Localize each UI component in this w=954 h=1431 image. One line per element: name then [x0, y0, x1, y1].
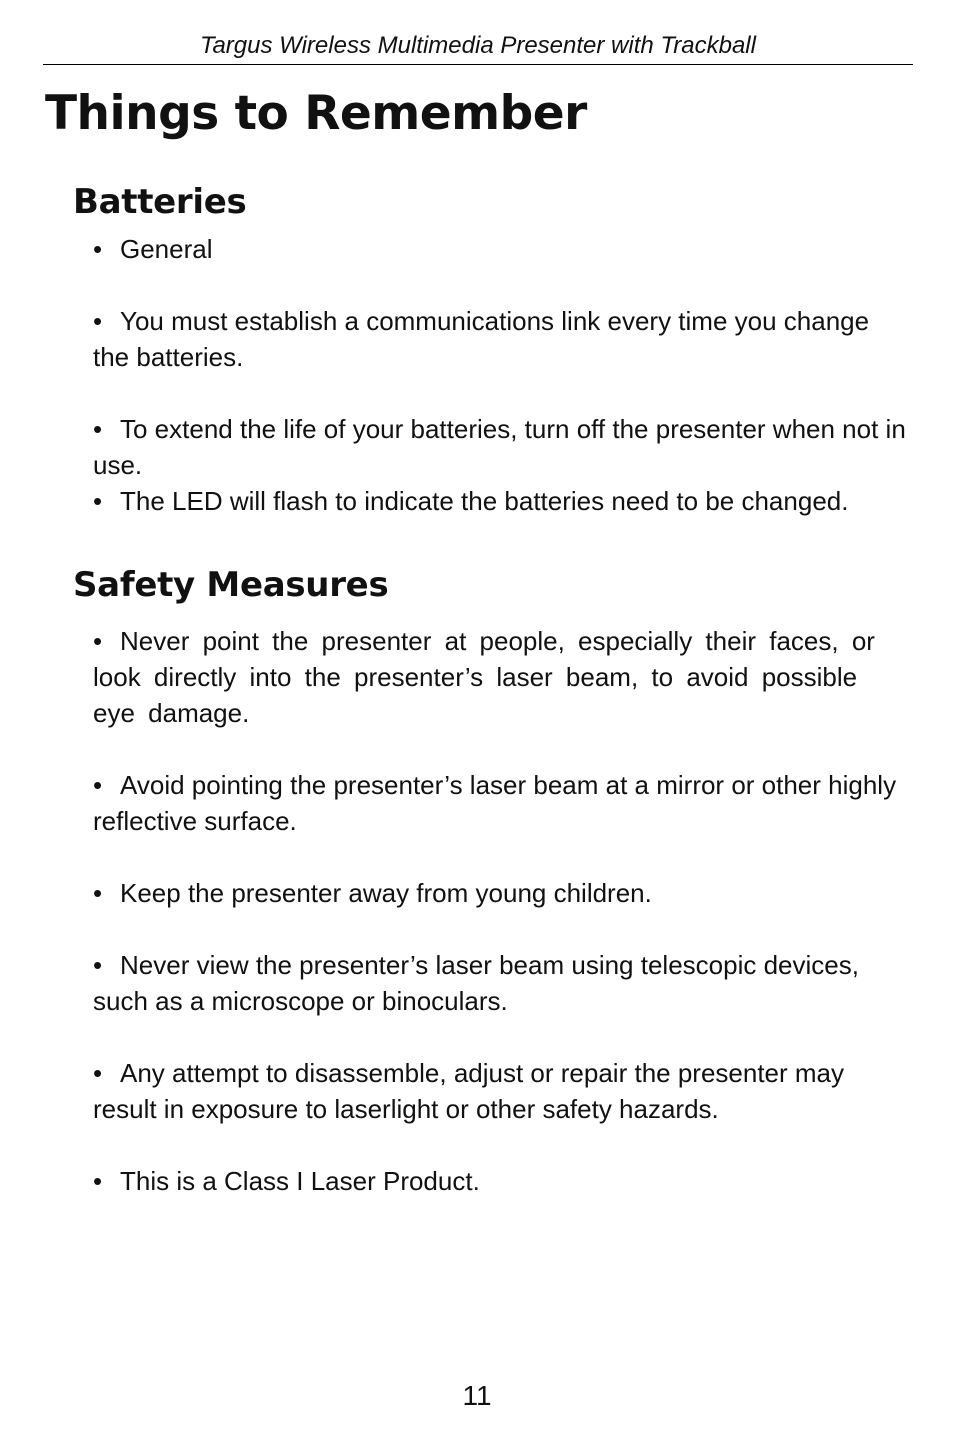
- list-item: [93, 303, 908, 375]
- bullet-marker: •: [93, 770, 103, 800]
- list-item-text: Never view the presenter’s laser beam using telescopic devices, such as a microscope or binoculars.: [93, 950, 859, 1016]
- list-item: [93, 231, 908, 267]
- running-header: Targus Wireless Multimedia Presenter with Trackball: [200, 32, 756, 59]
- list-item: [93, 623, 893, 731]
- list-item-text: This is a Class I Laser Product.: [120, 1166, 480, 1196]
- bullet-marker: •: [93, 1058, 103, 1088]
- section-heading-batteries: Batteries: [73, 182, 247, 222]
- list-item: [93, 1055, 908, 1127]
- list-item: [93, 947, 908, 1019]
- page-number: 11: [462, 1380, 492, 1411]
- bullet-marker: •: [93, 486, 103, 516]
- page-title: Things to Remember: [45, 86, 587, 141]
- list-item: [93, 875, 908, 911]
- bullet-marker: •: [93, 878, 103, 908]
- bullet-marker: •: [93, 306, 103, 336]
- section-heading-safety-measures: Safety Measures: [73, 565, 389, 605]
- list-item-text: Any attempt to disassemble, adjust or repair the presenter may result in exposure to laserlight or other safety hazards.: [93, 1058, 845, 1124]
- header-rule: [43, 64, 913, 65]
- list-item-text: General: [120, 234, 213, 264]
- list-item: [93, 767, 908, 839]
- list-item-text: The LED will flash to indicate the batteries need to be changed.: [120, 486, 849, 516]
- list-item: [93, 411, 908, 483]
- list-item-text: Avoid pointing the presenter’s laser beam at a mirror or other highly reflective surface.: [93, 770, 897, 836]
- list-item-text: You must establish a communications link every time you change the batteries.: [93, 306, 870, 372]
- list-item: [93, 1163, 908, 1199]
- list-item-text: Keep the presenter away from young children.: [120, 878, 652, 908]
- bullet-marker: •: [93, 950, 103, 980]
- list-item-text: To extend the life of your batteries, turn off the presenter when not in use.: [93, 414, 906, 480]
- bullet-marker: •: [93, 234, 103, 264]
- bullet-marker: •: [93, 1166, 103, 1196]
- list-item-text: Never point the presenter at people, especially their faces, or look directly into the presenter’s laser beam, to avoid possible eye damage.: [93, 626, 875, 728]
- bullet-marker: •: [93, 626, 103, 656]
- bullet-marker: •: [93, 414, 103, 444]
- list-item: [93, 483, 908, 519]
